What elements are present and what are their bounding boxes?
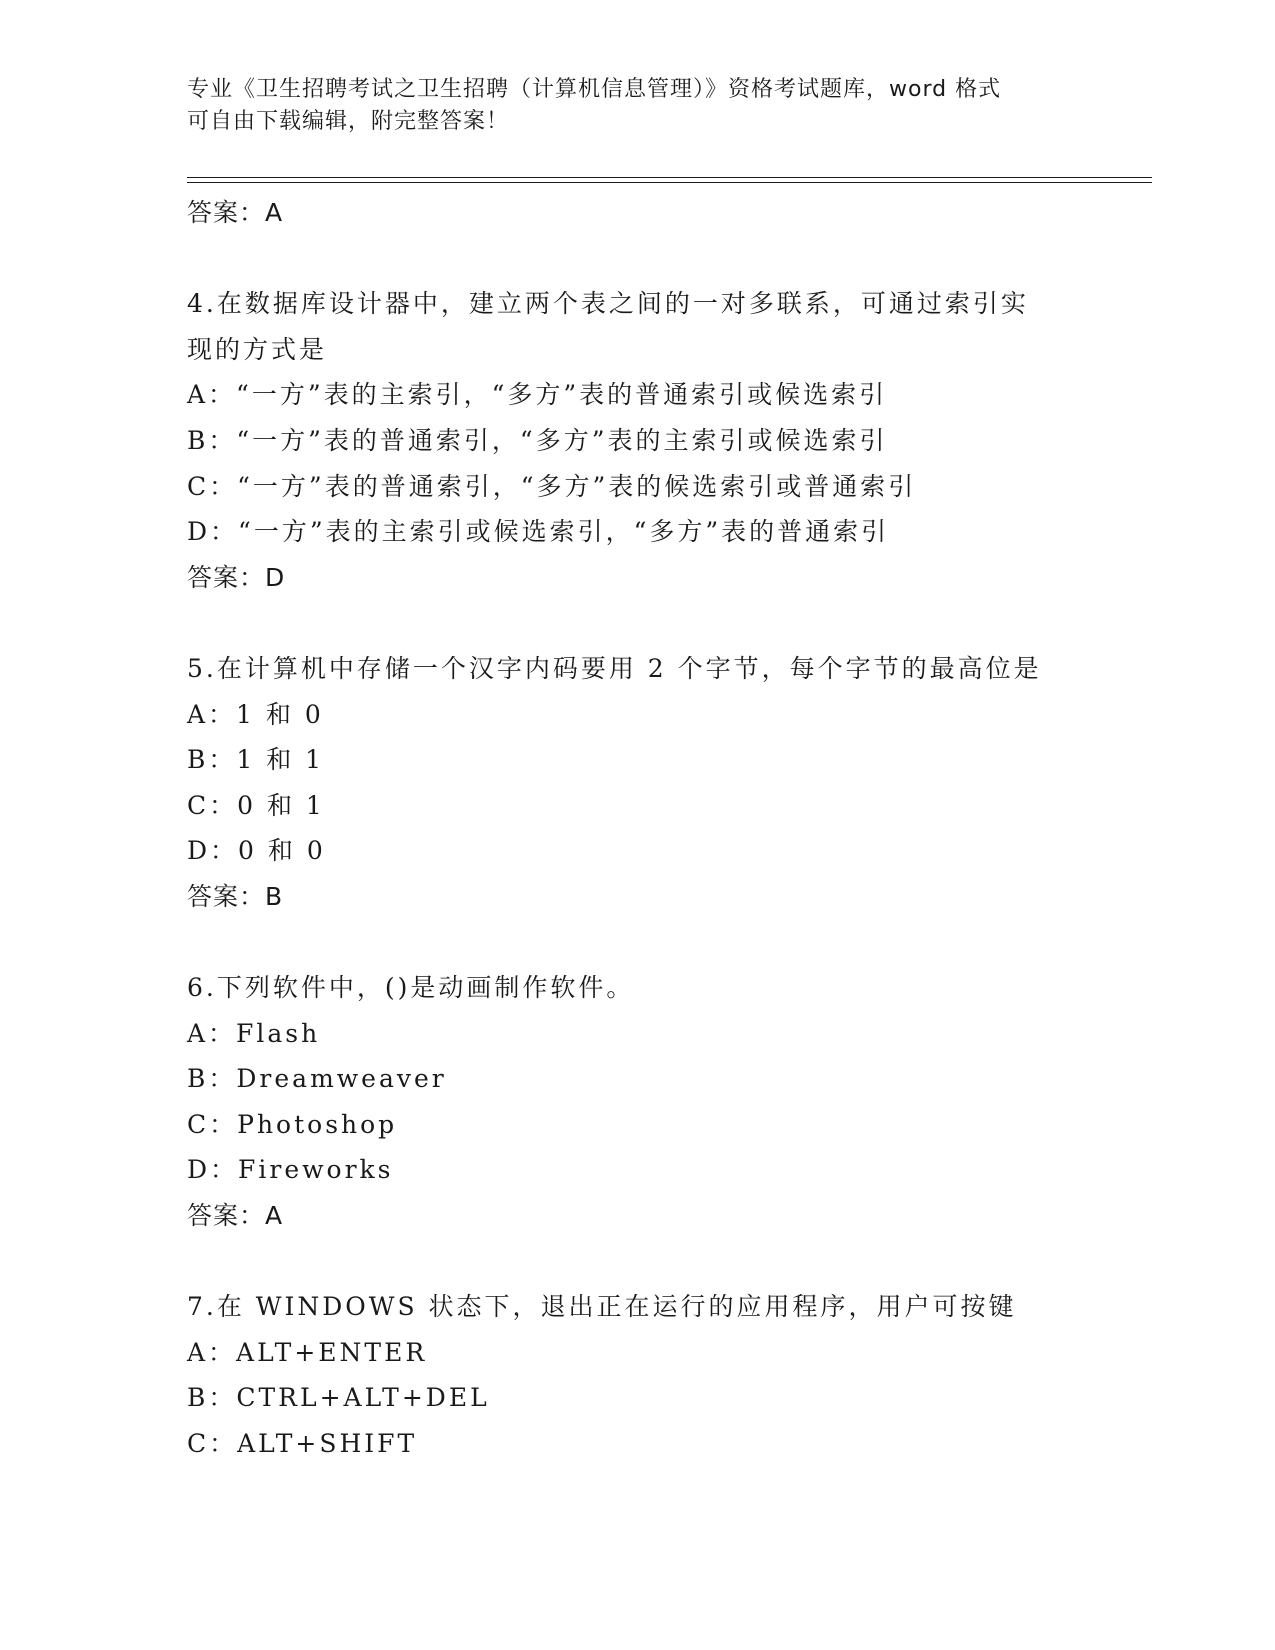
option-a: A：1 和 0 [187,699,324,729]
option-c: C：ALT+SHIFT [187,1429,418,1459]
option-a: A：ALT+ENTER [187,1337,428,1367]
question-stem: 现的方式是 [187,334,328,364]
question-6 [187,965,1147,1239]
option-b: B：1 和 1 [187,745,325,775]
option-b: B：Dreamweaver [187,1064,447,1094]
option-c: C：0 和 1 [187,790,325,820]
option-d: D：0 和 0 [187,836,326,866]
header-rule-bottom [187,182,1152,183]
option-c: C：Photoshop [187,1109,398,1139]
question-stem: 6.下列软件中，()是动画制作软件。 [187,973,635,1003]
document-body [187,190,1147,1467]
question-7 [187,1284,1147,1466]
answer-line: 答案：A [187,198,284,227]
option-a: A：“一方”表的主索引，“多方”表的普通索引或候选索引 [187,380,888,410]
question-stem: 7.在 WINDOWS 状态下，退出正在运行的应用程序，用户可按键 [187,1292,1017,1322]
option-a: A：Flash [187,1018,321,1048]
document-header [187,74,1067,138]
option-b: B：CTRL+ALT+DEL [187,1383,490,1413]
option-b: B：“一方”表的普通索引，“多方”表的主索引或候选索引 [187,425,888,455]
answer-line: 答案：A [187,1201,284,1231]
header-rule-top [187,177,1152,178]
option-c: C：“一方”表的普通索引，“多方”表的候选索引或普通索引 [187,471,917,501]
header-line-1: 专业《卫生招聘考试之卫生招聘（计算机信息管理）》资格考试题库，word 格式 [187,77,1002,102]
option-d: D：“一方”表的主索引或候选索引，“多方”表的普通索引 [187,517,890,547]
question-stem: 5.在计算机中存储一个汉字内码要用 2 个字节，每个字节的最高位是 [187,653,1042,683]
question-4 [187,281,1147,600]
question-stem: 4.在数据库设计器中，建立两个表之间的一对多联系，可通过索引实 [187,289,1029,319]
option-d: D：Fireworks [187,1155,394,1185]
answer-line: 答案：D [187,562,286,592]
header-line-2: 可自由下载编辑，附完整答案！ [187,109,510,134]
answer-line: 答案：B [187,881,284,911]
question-5 [187,646,1147,920]
